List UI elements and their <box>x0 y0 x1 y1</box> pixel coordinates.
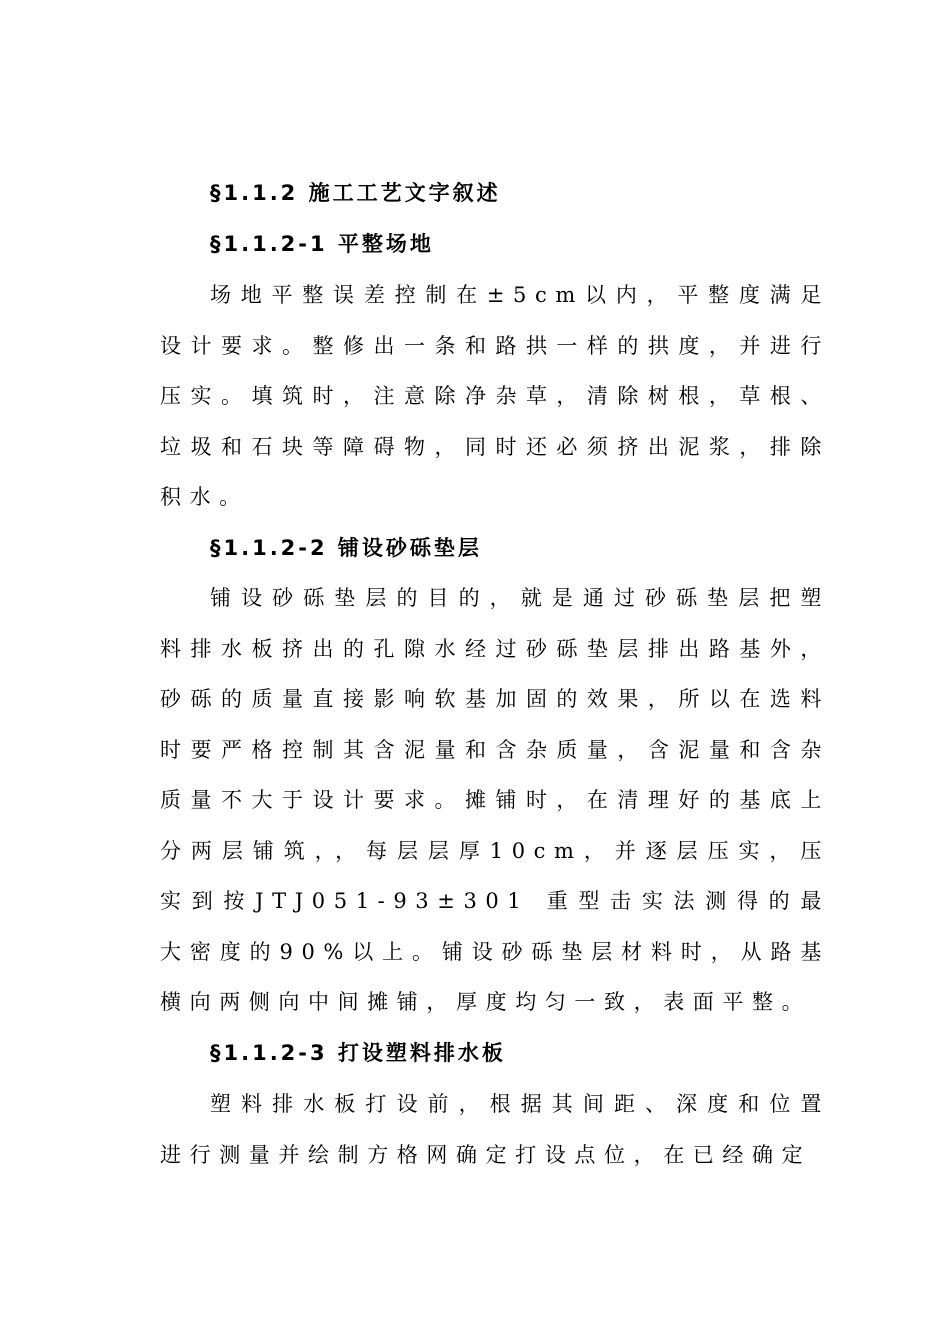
paragraph-gravel-cushion: 铺设砂砾垫层的目的，就是通过砂砾垫层把塑料排水板挤出的孔隙水经过砂砾垫层排出路基外，砂砾的质量直接影响软基加固的效果，所以在选料时要严格控制其含泥量和含杂质量，含泥量和含杂质量不大于设计要求。摊铺时，在清理好的基底上分两层铺筑，，每层层厚10cm，并逐层压实，压实到按JTJ051-93±301 重型击实法测得的最大密度的90%以上。铺设砂砾垫层材料时，从路基横向两侧向中间摊铺，厚度均匀一致，表面平整。 <box>160 586 830 1014</box>
paragraph-drain-board: 塑料排水板打设前，根据其间距、深度和位置进行测量并绘制方格网确定打设点位，在已经确定 <box>160 1092 830 1167</box>
section-heading-1-1-2-2: §1.1.2-2 铺设砂砾垫层 <box>210 536 482 560</box>
section-heading-1-1-2-3: §1.1.2-3 打设塑料排水板 <box>210 1041 506 1065</box>
section-heading-1-1-2: §1.1.2 施工工艺文字叙述 <box>210 181 501 205</box>
section-heading-1-1-2-1: §1.1.2-1 平整场地 <box>210 232 434 256</box>
paragraph-site-leveling: 场地平整误差控制在±5cm以内，平整度满足设计要求。整修出一条和路拱一样的拱度，并进行压实。填筑时，注意除净杂草，清除树根，草根、垃圾和石块等障碍物，同时还必须挤出泥浆，排除积水。 <box>160 283 830 509</box>
